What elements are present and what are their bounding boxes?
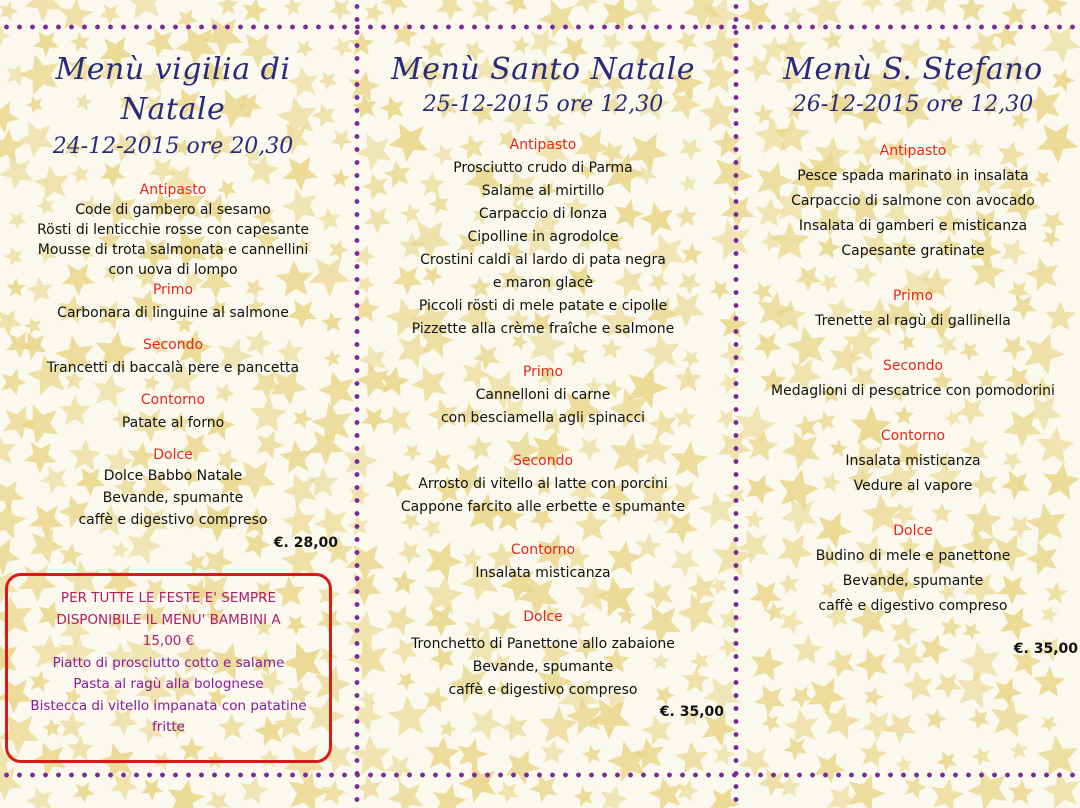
star-icon [1037,736,1078,777]
dish: Insalata misticanza [845,453,981,469]
star-icon [849,774,886,808]
dish: Capesante gratinate [841,243,985,259]
star-icon [903,670,934,701]
kids-dish: Bistecca di vitello impanata con patatine [30,697,307,714]
menu-price: €. 35,00 [1013,641,1078,657]
star-icon [1034,667,1065,697]
star-icon [582,745,601,765]
dish: Pizzette alla crème fraîche e salmone [411,321,675,337]
menu-vigilia-column [8,50,338,551]
section-primo: Primo [522,364,564,380]
menu-date: 26-12-2015 ore 12,30 [792,92,1034,117]
star-icon [436,0,464,21]
star-icon [217,0,238,15]
star-icon [168,779,205,808]
section-antipasto: Antipasto [879,143,947,159]
star-icon [283,0,302,16]
star-icon [991,699,1030,738]
dish: Prosciutto crudo di Parma [453,160,633,176]
star-icon [884,713,916,744]
star-icon [206,791,230,808]
star-icon [574,0,599,13]
star-icon [969,709,990,730]
star-icon [472,0,499,23]
star-icon [242,0,267,23]
star-icon [530,774,558,802]
star-icon [934,673,962,699]
menu-price: €. 28,00 [273,535,338,551]
star-icon [713,743,735,765]
star-icon [1009,779,1035,804]
star-icon [1002,2,1027,27]
star-icon [972,747,990,766]
dish: Trancetti di baccalà pere e pancetta [46,360,300,376]
star-icon [807,678,845,716]
dish: Carbonara di linguine al salmone [57,305,289,321]
star-icon [1043,0,1069,17]
star-icon [931,778,964,808]
star-icon [433,784,467,808]
star-icon [365,3,385,23]
dish: Dolce Babbo Natale [103,468,243,484]
menu-santo-natale-column [362,50,724,720]
star-icon [440,720,458,738]
dish: Budino di mele e panettone [815,548,1011,564]
section-dolce: Dolce [893,523,933,539]
star-icon [24,0,63,22]
star-icon [496,781,518,803]
star-icon [600,785,628,808]
star-icon [538,0,575,38]
dish: Rösti di lenticchie rosse con capesante [37,222,309,238]
star-icon [921,0,953,15]
section-primo: Primo [152,282,194,298]
section-secondo: Secondo [142,337,204,353]
star-icon [957,669,996,708]
dish: Arrosto di vitello al latte con porcini [418,476,668,492]
star-icon [860,741,887,768]
star-icon [677,779,699,802]
star-icon [958,0,985,21]
dish: Bevande, spumante [102,490,244,506]
section-secondo: Secondo [512,453,574,469]
star-icon [425,736,460,770]
dish: Salame al mirtillo [481,183,605,199]
dish: Pesce spada marinato in insalata [797,168,1029,184]
section-contorno: Contorno [510,542,576,558]
dish: Insalata di gamberi e misticanza [798,218,1028,234]
menu-title-line2: Natale [120,92,226,127]
menu-title: Menù S. Stefano [783,52,1043,87]
star-icon [892,0,915,17]
dish: Carpaccio di lonza [478,206,608,222]
menu-title: Menù Santo Natale [391,52,695,87]
dish: con uova di lompo [108,262,238,278]
kids-dish: Piatto di prosciutto cotto e salame [52,654,285,671]
dish: caffè e digestivo compreso [818,598,1008,614]
section-dolce: Dolce [153,447,193,463]
star-icon [895,755,913,773]
star-icon [124,0,164,19]
dish: Bevande, spumante [842,573,984,589]
star-icon [784,709,818,743]
dotted-border-bottom [0,772,1080,778]
dish: Bevande, spumante [472,659,614,675]
star-icon [1009,741,1028,760]
star-icon [25,787,52,808]
section-antipasto: Antipasto [509,137,577,153]
star-icon [993,678,1022,707]
dish: Carpaccio di salmone con avocado [791,193,1035,209]
star-icon [506,750,540,785]
menu-title-line1: Menù vigilia di [55,52,291,87]
star-icon [630,0,662,24]
dish: caffè e digestivo compreso [448,682,638,698]
dish: Piccoli rösti di mele patate e cipolle [418,298,668,314]
dish: Medaglioni di pescatrice con pomodorini [771,383,1055,399]
section-contorno: Contorno [880,428,946,444]
menu-price: €. 35,00 [659,704,724,720]
star-icon [905,776,928,800]
star-icon [505,0,528,15]
dish: Crostini caldi al lardo di pata negra [420,252,666,268]
dish: Mousse di trota salmonata e cannellini [37,242,309,258]
star-icon [70,32,90,52]
kids-notice-line: PER TUTTE LE FESTE E' SEMPRE [60,590,277,606]
menu-date: 24-12-2015 ore 20,30 [52,134,294,159]
star-icon [926,709,947,730]
kids-notice-line: DISPONIBILE IL MENU' BAMBINI A [56,611,281,628]
star-icon [240,776,269,805]
dish: Insalata misticanza [475,565,611,581]
dish: e maron glacè [492,275,594,291]
dish: Patate al forno [121,415,225,431]
star-icon [388,780,423,808]
dish: Vedure al vapore [853,478,973,494]
kids-dish: fritte [152,719,185,735]
star-icon [459,764,496,803]
section-antipasto: Antipasto [139,182,207,198]
star-icon [329,0,352,21]
dish: Code di gambero al sesamo [75,202,271,218]
menu-date: 25-12-2015 ore 12,30 [422,92,664,117]
star-icon [937,751,958,772]
star-icon [778,775,801,797]
star-icon [822,30,843,51]
star-icon [860,0,884,14]
star-icon [862,711,894,742]
section-secondo: Secondo [882,358,944,374]
kids-notice-price: 15,00 € [142,633,195,649]
star-icon [381,0,408,15]
star-icon [184,552,206,575]
star-icon [864,687,883,707]
star-icon [574,786,594,807]
star-icon [754,685,785,716]
star-icon [649,777,682,808]
star-icon [814,753,845,784]
kids-dish: Pasta al ragù alla bolognese [73,676,264,692]
dish: Trenette al ragù di gallinella [815,313,1011,329]
kids-menu-box [5,573,332,763]
star-icon [0,1,18,21]
dish: con besciamella agli spinacci [440,410,646,426]
section-contorno: Contorno [140,392,206,408]
star-icon [100,4,121,24]
dish: Cannelloni di carne [475,387,611,403]
dish: Tronchetto di Panettone allo zabaione [411,636,675,652]
star-icon [790,686,813,708]
dish: Cipolline in agrodolce [467,229,619,245]
section-primo: Primo [892,288,934,304]
star-icon [540,740,566,765]
star-icon [141,779,164,801]
star-icon [784,5,805,26]
dotted-divider-right [733,0,739,808]
dish: Cappone farcito alle erbette e spumante [400,499,686,515]
menu-santo-stefano-column [748,50,1078,657]
star-icon [1040,716,1057,733]
section-dolce: Dolce [523,609,563,625]
dotted-border-top [0,24,1080,30]
star-icon [761,714,780,733]
dotted-divider-left [354,0,360,808]
star-icon [73,782,95,803]
star-icon [676,742,709,774]
dish: caffè e digestivo compreso [78,512,268,528]
